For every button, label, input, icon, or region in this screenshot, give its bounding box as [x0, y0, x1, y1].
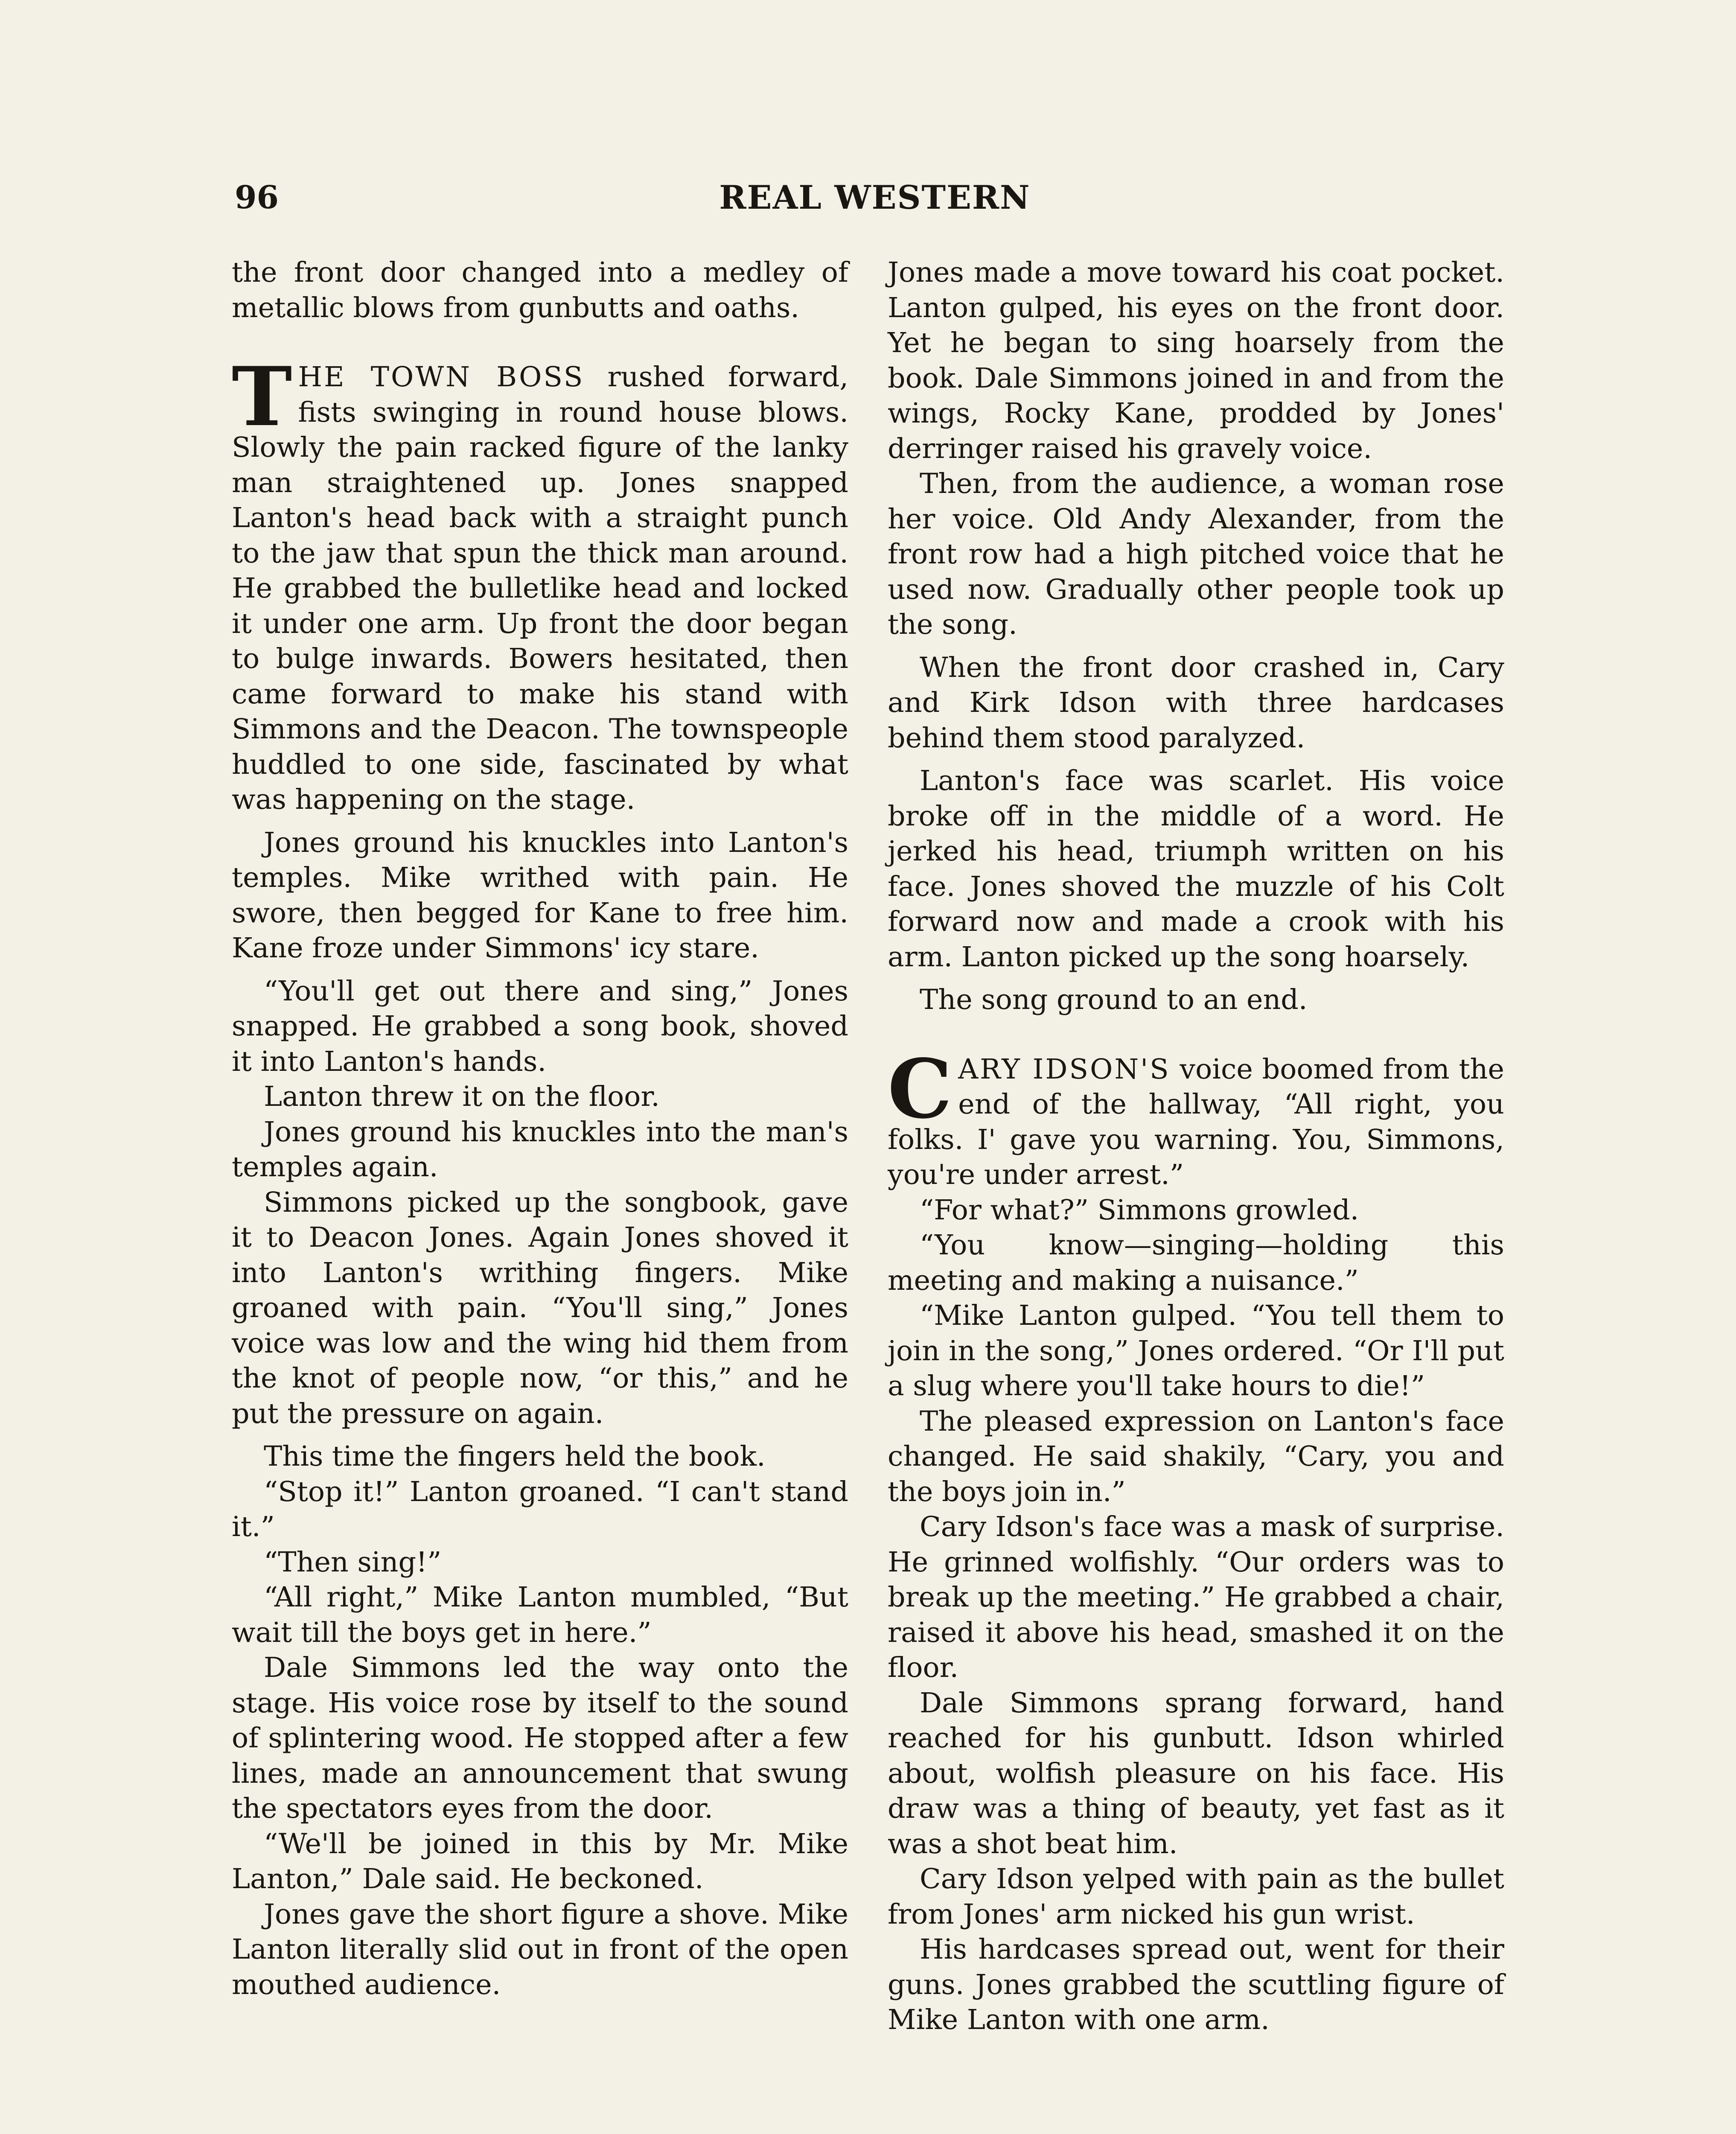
- paragraph: Then, from the audience, a woman rose her voice. Old Andy Alexander, from the front row had a high pitched voice that he used now. Gradually other people took up the song.: [888, 468, 1504, 641]
- paragraph: Jones ground his knuckles into Lanton's temples. Mike writhed with pain. He swore, then begged for Kane to free him. Kane froze under Simmons' icy stare.: [232, 826, 848, 964]
- paragraph: When the front door crashed in, Cary and Kirk Idson with three hardcases behind them stood paralyzed.: [888, 651, 1504, 754]
- paragraph: Lanton threw it on the floor.: [264, 1081, 660, 1113]
- page-number: 96: [235, 179, 279, 216]
- paragraph: “Then sing!”: [264, 1546, 442, 1578]
- paragraph: “All right,” Mike Lanton mumbled, “But wait till the boys get in here.”: [232, 1581, 848, 1649]
- paragraph: the front door changed into a medley of metallic blows from gunbutts and oaths.: [232, 257, 848, 324]
- paragraph: Simmons picked up the songbook, gave it to Deacon Jones. Again Jones shoved it into Lanton's writhing fingers. Mike groaned with pain. “You'll sing,” Jones voice was low and the wing hid them from the knot of people now, “or this,” and he put the pressure on again.: [232, 1186, 848, 1430]
- paragraph: “You'll get out there and sing,” Jones snapped. He grabbed a song book, shoved it into Lanton's hands.: [232, 975, 848, 1078]
- drop-cap: T: [232, 349, 292, 444]
- paragraph: Jones ground his knuckles into the man's temples again.: [232, 1116, 848, 1183]
- paragraph: Jones made a move toward his coat pocket. Lanton gulped, his eyes on the front door. Yet he began to sing hoarsely from the book. Dale Simmons joined in and from the wings, Rocky Kane, prodded by Jones' derringer raised his gravely voice.: [888, 257, 1504, 465]
- drop-cap: C: [888, 1041, 952, 1137]
- paragraph: The pleased expression on Lanton's face changed. He said shakily, “Cary, you and the boys join in.”: [888, 1405, 1504, 1508]
- paragraph: “We'll be joined in this by Mr. Mike Lanton,” Dale said. He beckoned.: [232, 1828, 848, 1895]
- lead-in-text: HE TOWN BOSS: [298, 361, 585, 393]
- paragraph-text: voice boomed from the end of the hallway, “All right, you folks. I' gave you warning. You, Simmons, you're under arrest.”: [888, 1053, 1504, 1191]
- paragraph: Jones gave the short figure a shove. Mike Lanton literally slid out in front of the open mouthed audience.: [232, 1898, 848, 2001]
- paragraph: Cary Idson's face was a mask of surprise. He grinned wolfishly. “Our orders was to break up the meeting.” He grabbed a chair, raised it above his head, smashed it on the floor.: [888, 1511, 1504, 1684]
- paragraph: Lanton's face was scarlet. His voice broke off in the middle of a word. He jerked his head, triumph written on his face. Jones shoved the muzzle of his Colt forward now and made a crook with his arm. Lanton picked up the song hoarsely.: [888, 765, 1504, 973]
- section-opening-paragraph: [232, 349, 848, 818]
- paragraph: “Mike Lanton gulped. “You tell them to join in the song,” Jones ordered. “Or I'll put a slug where you'll take hours to die!”: [888, 1300, 1504, 1402]
- paragraph: The song ground to an end.: [920, 984, 1308, 1016]
- paragraph: “You know—singing—holding this meeting and making a nuisance.”: [888, 1229, 1504, 1297]
- lead-in-text: ARY IDSON'S: [958, 1053, 1171, 1085]
- running-title: REAL WESTERN: [719, 178, 1031, 216]
- paragraph: Cary Idson yelped with pain as the bullet from Jones' arm nicked his gun wrist.: [888, 1863, 1504, 1930]
- paragraph: Dale Simmons led the way onto the stage. His voice rose by itself to the sound of splintering wood. He stopped after a few lines, made an announcement that swung the spectators eyes from the door.: [232, 1652, 848, 1825]
- paragraph: His hardcases spread out, went for their guns. Jones grabbed the scuttling figure of Mike Lanton with one arm.: [888, 1933, 1504, 2036]
- paragraph: Dale Simmons sprang forward, hand reached for his gunbutt. Idson whirled about, wolfish pleasure on his face. His draw was a thing of beauty, yet fast as it was a shot beat him.: [888, 1687, 1504, 1860]
- paragraph: This time the fingers held the book.: [264, 1440, 766, 1472]
- page-header: [235, 174, 1515, 221]
- paragraph: “For what?” Simmons growled.: [920, 1194, 1359, 1226]
- section-opening-paragraph: [888, 1041, 1504, 1193]
- right-column: [888, 255, 1504, 2038]
- paragraph-text: rushed forward, fists swinging in round house blows. Slowly the pain racked figure of the lanky man straightened up. Jones snapped Lanton's head back with a straight punch to the jaw that spun the thick man around. He grabbed the bulletlike head and locked it under one arm. Up front the door began to bulge inwards. Bowers hesitated, then came forward to make his stand with Simmons and the Deacon. The townspeople huddled to one side, fascinated by what was happening on the stage.: [232, 361, 848, 816]
- left-column: [232, 255, 848, 2003]
- paragraph: “Stop it!” Lanton groaned. “I can't stand it.”: [232, 1475, 848, 1543]
